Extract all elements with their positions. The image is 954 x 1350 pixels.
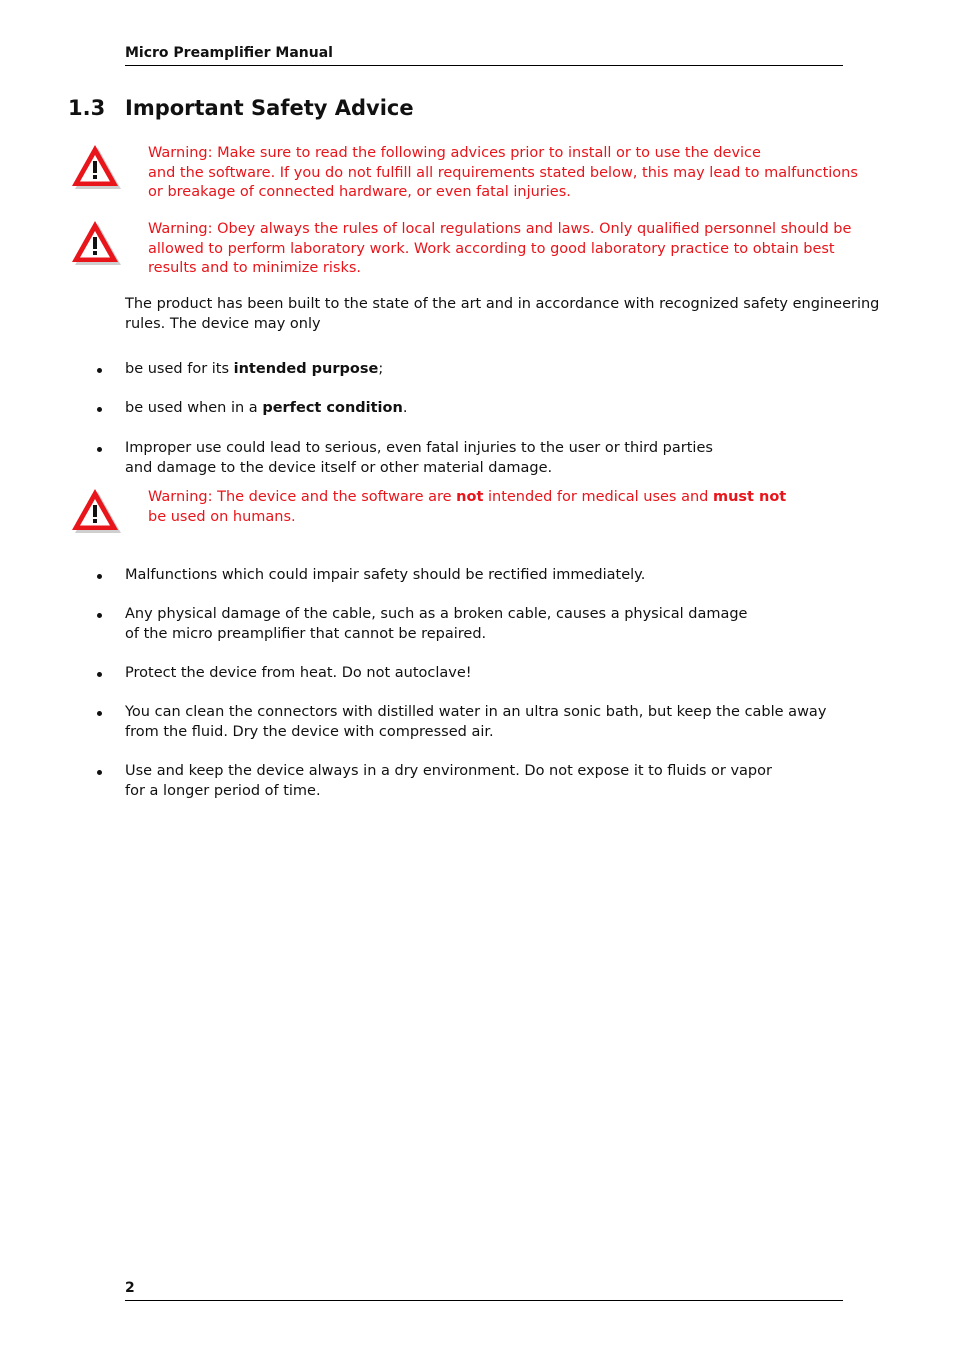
header-title: Micro Preamplifier Manual <box>125 45 333 61</box>
warning-triangle-icon <box>70 142 122 190</box>
warning-2-line-3: results and to minimize risks. <box>148 260 362 276</box>
warning-3-line-1: Warning: The device and the software are not intended for medical uses and must not <box>148 489 787 505</box>
section-number: 1.3 <box>68 96 106 120</box>
list-item: be used for its intended purpose; <box>125 360 383 380</box>
warning-1 <box>148 144 858 203</box>
page-footer <box>125 1280 843 1301</box>
warning-1-line-3: or breakage of connected hardware, or even fatal injuries. <box>148 184 571 200</box>
intro-paragraph <box>125 295 879 334</box>
bullet-dot <box>97 711 102 716</box>
warning-triangle-icon <box>70 486 122 534</box>
page-header <box>125 45 843 66</box>
emphasis-text: perfect condition <box>262 400 403 416</box>
list-item: Use and keep the device always in a dry environment. Do not expose it to fluids or vapor for a longer period of time. <box>125 762 772 801</box>
bullet-dot <box>97 407 102 412</box>
list-item: be used when in a perfect condition. <box>125 399 407 419</box>
warning-triangle-icon <box>70 218 122 266</box>
warning-2-line-2: allowed to perform laboratory work. Work according to good laboratory practice to obtain best <box>148 240 835 257</box>
list-item: Any physical damage of the cable, such as a broken cable, causes a physical damage of the micro preamplifier that cannot be repaired. <box>125 605 747 644</box>
section-heading <box>68 96 414 120</box>
warning-2 <box>148 220 851 279</box>
section-title: Important Safety Advice <box>125 96 414 120</box>
bullet-dot <box>97 672 102 677</box>
page-number: 2 <box>125 1280 135 1296</box>
list-item: You can clean the connectors with distilled water in an ultra sonic bath, but keep the cable away from the fluid. Dry the device with compressed air. <box>125 703 826 742</box>
list-item: Protect the device from heat. Do not autoclave! <box>125 664 472 684</box>
warning-2-line-1: Warning: Obey always the rules of local regulations and laws. Only qualified personnel should be <box>148 221 852 237</box>
bullet-dot <box>97 613 102 618</box>
list-item: Malfunctions which could impair safety should be rectified immediately. <box>125 566 645 586</box>
intro-line-1: The product has been built to the state of the art and in accordance with recognized safety engineering <box>125 296 880 312</box>
emphasis-text: intended purpose <box>233 361 379 377</box>
warning-3 <box>148 488 786 527</box>
intro-line-2: rules. The device may only <box>125 315 321 332</box>
bullet-dot <box>97 574 102 579</box>
list-item: Improper use could lead to serious, even fatal injuries to the user or third parties and damage to the device itself or other material damage. <box>125 439 713 478</box>
bullet-dot <box>97 368 102 373</box>
bullet-dot <box>97 447 102 452</box>
warning-1-line-2: and the software. If you do not fulfill all requirements stated below, this may lead to malfunctions <box>148 164 858 181</box>
warning-3-line-2: be used on humans. <box>148 508 296 525</box>
warning-1-line-1: Warning: Make sure to read the following advices prior to install or to use the device <box>148 145 761 161</box>
bullet-dot <box>97 770 102 775</box>
